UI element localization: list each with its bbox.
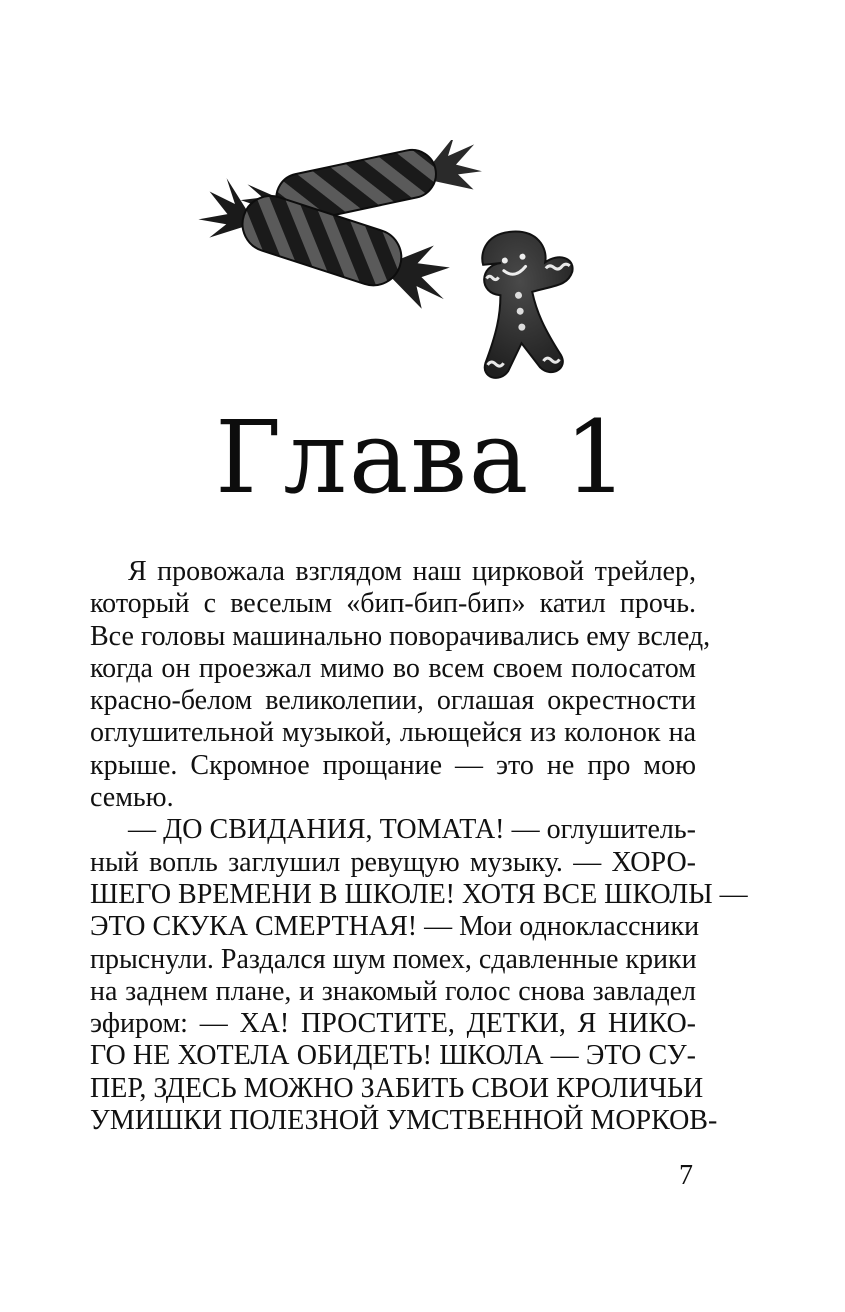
text-line: когда он проезжал мимо во всем своем полосатом [90, 652, 696, 684]
text-line: прыснули. Раздался шум помех, сдавленные крики [90, 943, 697, 975]
chapter-title: Глава 1 [215, 399, 630, 516]
text-line: оглушительной музыкой, льющейся из колонок на [90, 717, 696, 749]
chapter-illustration [180, 140, 610, 390]
text-line: который с веселым «бип-бип-бип» катил прочь. [90, 588, 696, 620]
page-number: 7 [679, 1160, 693, 1191]
text-line: УМИШКИ ПОЛЕЗНОЙ УМСТВЕННОЙ МОРКОВ- [90, 1105, 718, 1137]
text-line: крыше. Скромное прощание — это не про мою [90, 749, 696, 781]
gingerbread-man-icon [471, 226, 583, 379]
text-line: ГО НЕ ХОТЕЛА ОБИДЕТЬ! ШКОЛА — ЭТО СУ- [90, 1040, 696, 1072]
text-line: ный вопль заглушил ревущую музыку. — ХОРО- [90, 846, 696, 878]
text-line: Все головы машинально поворачивались ему вслед, [90, 620, 711, 652]
text-line: ЭТО СКУКА СМЕРТНАЯ! — Мои одноклассники [90, 911, 700, 943]
text-line: семью. [90, 782, 174, 814]
text-line: ПЕР, ЗДЕСЬ МОЖНО ЗАБИТЬ СВОИ КРОЛИЧЬИ [90, 1072, 704, 1104]
text-line: эфиром: — ХА! ПРОСТИТЕ, ДЕТКИ, Я НИКО- [90, 1008, 696, 1040]
text-line: — ДО СВИДАНИЯ, ТОМАТА! — оглушитель- [128, 814, 696, 846]
text-line: красно-белом великолепии, оглашая окрестности [90, 685, 696, 717]
text-line: ШЕГО ВРЕМЕНИ В ШКОЛЕ! ХОТЯ ВСЕ ШКОЛЫ — [90, 878, 748, 910]
text-line: Я провожала взглядом наш цирковой трейлер, [128, 556, 696, 587]
text-line: на заднем плане, и знакомый голос снова завладел [90, 975, 696, 1007]
body-text [90, 556, 748, 1137]
